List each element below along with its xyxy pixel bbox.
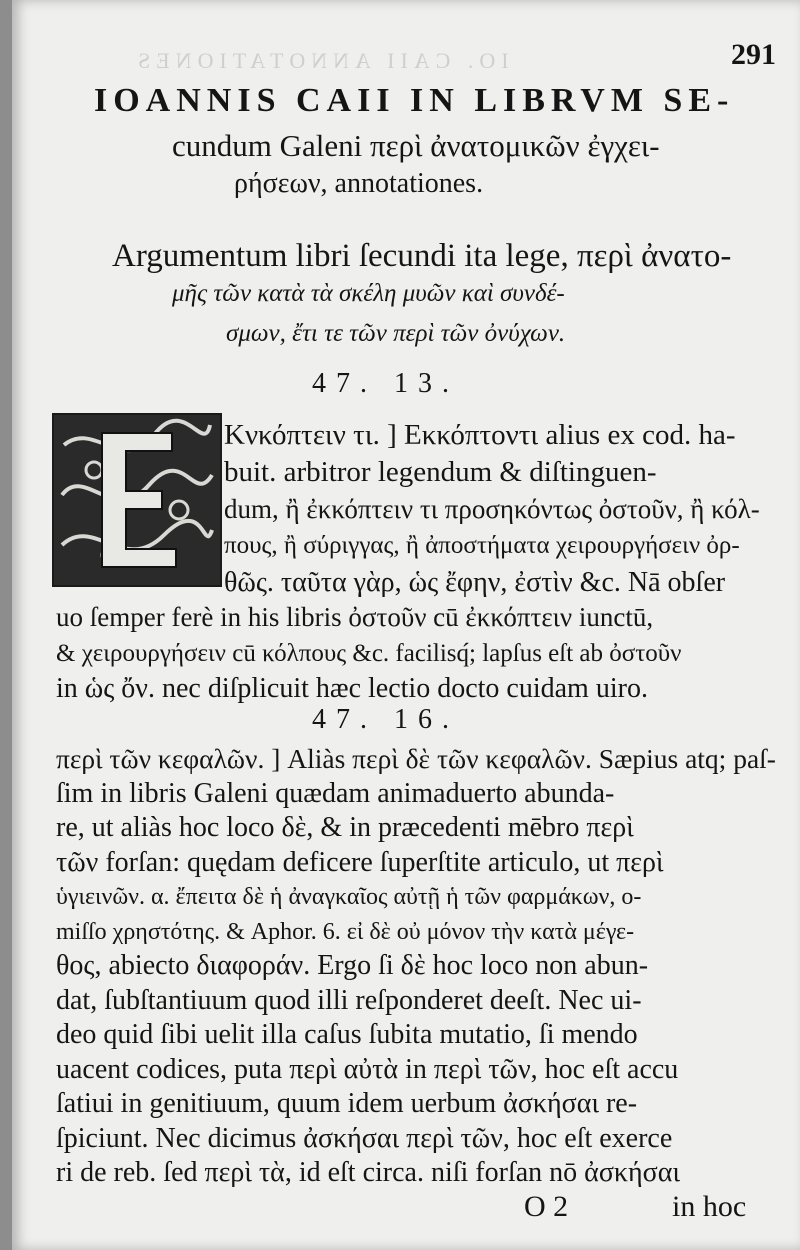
argument-line-3: σμων, ἔτι τε τῶν περὶ τῶν ὀνύχων. bbox=[226, 320, 566, 347]
ref-line: 13. bbox=[394, 368, 459, 399]
text-line: re, ut aliàs hoc loco δὲ, & in præcedenti mēbro περὶ bbox=[56, 812, 634, 843]
text-line: in ὡς ὄν. nec diſplicuit hæc lectio docto cuidam uiro. bbox=[56, 673, 648, 704]
ref-line: 16. bbox=[394, 704, 459, 735]
text-line: περὶ τῶν κεφαλῶν. ] Aliàs περὶ δὲ τῶν κεφαλῶν. Sæpius atq; paſ- bbox=[56, 743, 776, 774]
text-line: uacent codices, puta περὶ αὐτὰ in περὶ τῶν, hoc eſt accu bbox=[56, 1053, 679, 1085]
reference-47-16 bbox=[312, 704, 459, 736]
text-line: ὑγιεινῶν. α. ἔπειτα δὲ ἡ ἀναγκαῖος αὐτῇ ἡ τῶν φαρμάκων, o- bbox=[56, 884, 642, 910]
text-line: ſim in libris Galeni quædam animaduerto abunda- bbox=[56, 777, 615, 809]
text-line: deo quid ſibi uelit illa caſus ſubita mutatio, ſi mendo bbox=[56, 1019, 638, 1050]
text-line: ſatiui in genitiuum, quum idem uerbum ἀσκήσαι re- bbox=[56, 1088, 638, 1119]
text-line: miſſo χρηστότης. & Aphor. 6. εἰ δὲ οὐ μόνον τὴν κατὰ μέγε- bbox=[56, 918, 635, 945]
title-line-3: ρήσεων, annotationes. bbox=[234, 168, 484, 199]
text-line: ſpiciunt. Nec dicimus ἀσκήσαι περὶ τῶν, hoc eſt exerce bbox=[56, 1122, 673, 1154]
text-line: dum, ἢ ἐκκόπτειν τι προσηκόντως ὀστοῦν, ἢ κόλ- bbox=[224, 494, 760, 524]
text-line: Κνκόπτειν τι. ] Εκκόπτοντι alius ex cod. ha- bbox=[224, 419, 736, 451]
show-through-text: IO. CAII ANNOTATIONES bbox=[132, 48, 509, 73]
ref-page: 47. bbox=[312, 368, 377, 399]
text-line: buit. arbitror legendum & diſtinguen- bbox=[224, 456, 657, 488]
text-line: θῶς. ταῦτα γὰρ, ὡς ἔφην, ἐστὶν &c. Nā obſer bbox=[224, 567, 726, 598]
reference-47-13 bbox=[312, 368, 459, 400]
text-line: θος, abiecto διαφοράν. Ergo ſi δὲ hoc loco non abun- bbox=[56, 950, 649, 981]
page-number: 291 bbox=[731, 38, 776, 71]
catchword: in hoc bbox=[672, 1190, 747, 1223]
signature-mark: O 2 bbox=[524, 1190, 569, 1223]
text-line: & χειρουργήσειν cū κόλπους &c. facilisq́; lapſus eſt ab ὀστοῦν bbox=[56, 640, 682, 667]
text-line: ri de reb. ſed περὶ τὰ, id eſt circa. niſi forſan nō ἀσκήσαι bbox=[56, 1157, 680, 1188]
argument-line-2: μῆς τῶν κατὰ τὰ σκέλη μυῶν καὶ συνδέ- bbox=[172, 280, 565, 307]
decorated-initial-e-icon bbox=[52, 413, 222, 587]
text-line: dat, ſubſtantiuum quod illi reſponderet deeſt. Nec ui- bbox=[56, 984, 642, 1016]
title-line-2: cundum Galeni περὶ ἀνατομικῶν ἐγχει- bbox=[172, 128, 660, 163]
text-line: πους, ἢ σύριγγας, ἢ ἀποστήματα χειρουργήσειν ὀρ- bbox=[224, 532, 740, 559]
text-line: τῶν forſan: quędam deficere ſuperſtite articulo, ut περὶ bbox=[56, 846, 664, 878]
argument-line-1: Argumentum libri ſecundi ita lege, περὶ ἀνατο- bbox=[112, 238, 732, 274]
text-line: uo ſemper ferè in his libris ὀστοῦν cū ἐκκόπτειν iunctū, bbox=[56, 602, 654, 632]
ref-page: 47. bbox=[312, 704, 377, 735]
title-line-1: IOANNIS CAII IN LIBRVM SE- bbox=[94, 82, 735, 119]
book-page bbox=[12, 0, 800, 1250]
